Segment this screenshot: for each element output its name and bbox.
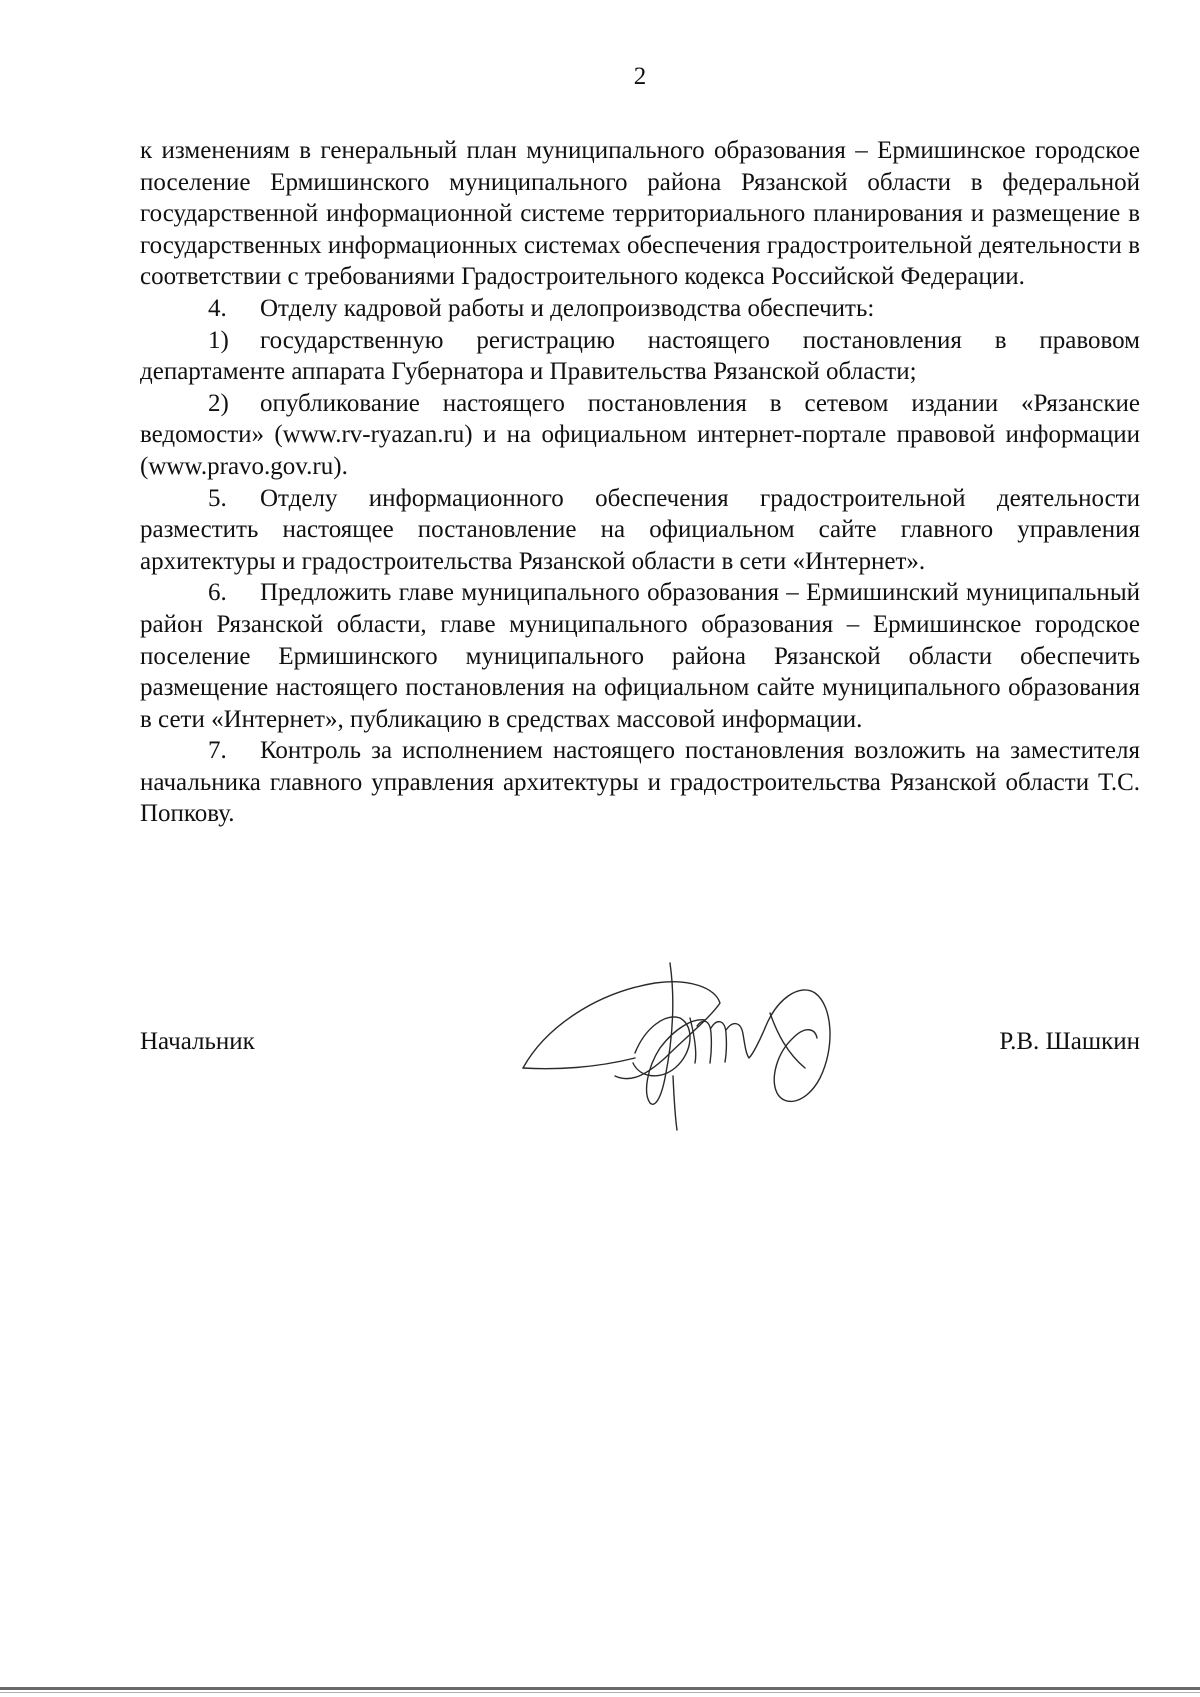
scan-edge-line bbox=[0, 1692, 1200, 1693]
scan-edge-line bbox=[0, 1687, 1200, 1690]
paragraph-number: 5. bbox=[208, 484, 227, 512]
paragraph-item-7 bbox=[140, 735, 1140, 830]
paragraph-item-5 bbox=[140, 483, 1140, 578]
paragraph-number: 7. bbox=[208, 737, 227, 765]
paragraph-text: государственную регистрацию настоящего постановления в правовом департаменте аппарата Губернатора и Правительства Рязанской области; bbox=[140, 326, 1140, 386]
document-body bbox=[140, 135, 1140, 830]
handwritten-signature bbox=[515, 958, 860, 1133]
paragraph-text: к изменениям в генеральный план муниципального образования – Ермишинское городское поселение Ермишинского муниципального района Рязанской области в федеральной государственной информационной системе территориального планирования и размещение в государственных информационных системах обеспечения градостроительной деятельности в соответствии с требованиями Градостроительного кодекса Российской Федерации. bbox=[140, 137, 1140, 291]
paragraph-item-6 bbox=[140, 577, 1140, 735]
paragraph-number: 6. bbox=[208, 579, 227, 607]
paragraph-number: 4. bbox=[208, 294, 227, 322]
paragraph-subitem-2 bbox=[140, 388, 1140, 483]
paragraph-subitem-1 bbox=[140, 325, 1140, 388]
paragraph-text: Контроль за исполнением настоящего постановления возложить на заместителя начальника главного управления архитектуры и градостроительства Рязанской области Т.С. Попкову. bbox=[140, 737, 1140, 828]
paragraph-item-4 bbox=[140, 293, 1140, 325]
paragraph-continuation bbox=[140, 135, 1140, 293]
page-number: 2 bbox=[633, 63, 647, 90]
paragraph-text: Отделу кадровой работы и делопроизводства обеспечить: bbox=[260, 294, 875, 322]
signatory-position: Начальник bbox=[140, 1028, 255, 1055]
paragraph-text: Предложить главе муниципального образования – Ермишинский муниципальный район Рязанской области, главе муниципального образования – Ермишинское городское поселение Ермишинского муниципального района Рязанской области обеспечить размещение настоящего постановления на официальном сайте муниципального образования в сети «Интернет», публикацию в средствах массовой информации. bbox=[140, 579, 1140, 733]
paragraph-number: 2) bbox=[208, 389, 229, 417]
paragraph-text: Отделу информационного обеспечения градостроительной деятельности разместить настоящее постановление на официальном сайте главного управления архитектуры и градостроительства Рязанской области в сети «Интернет». bbox=[140, 484, 1140, 575]
signatory-name: Р.В. Шашкин bbox=[999, 1028, 1140, 1055]
paragraph-text: опубликование настоящего постановления в сетевом издании «Рязанские ведомости» (www.rv-ryazan.ru) и на официальном интернет-портале правовой информации (www.pravo.gov.ru). bbox=[140, 389, 1140, 480]
paragraph-number: 1) bbox=[208, 326, 229, 354]
